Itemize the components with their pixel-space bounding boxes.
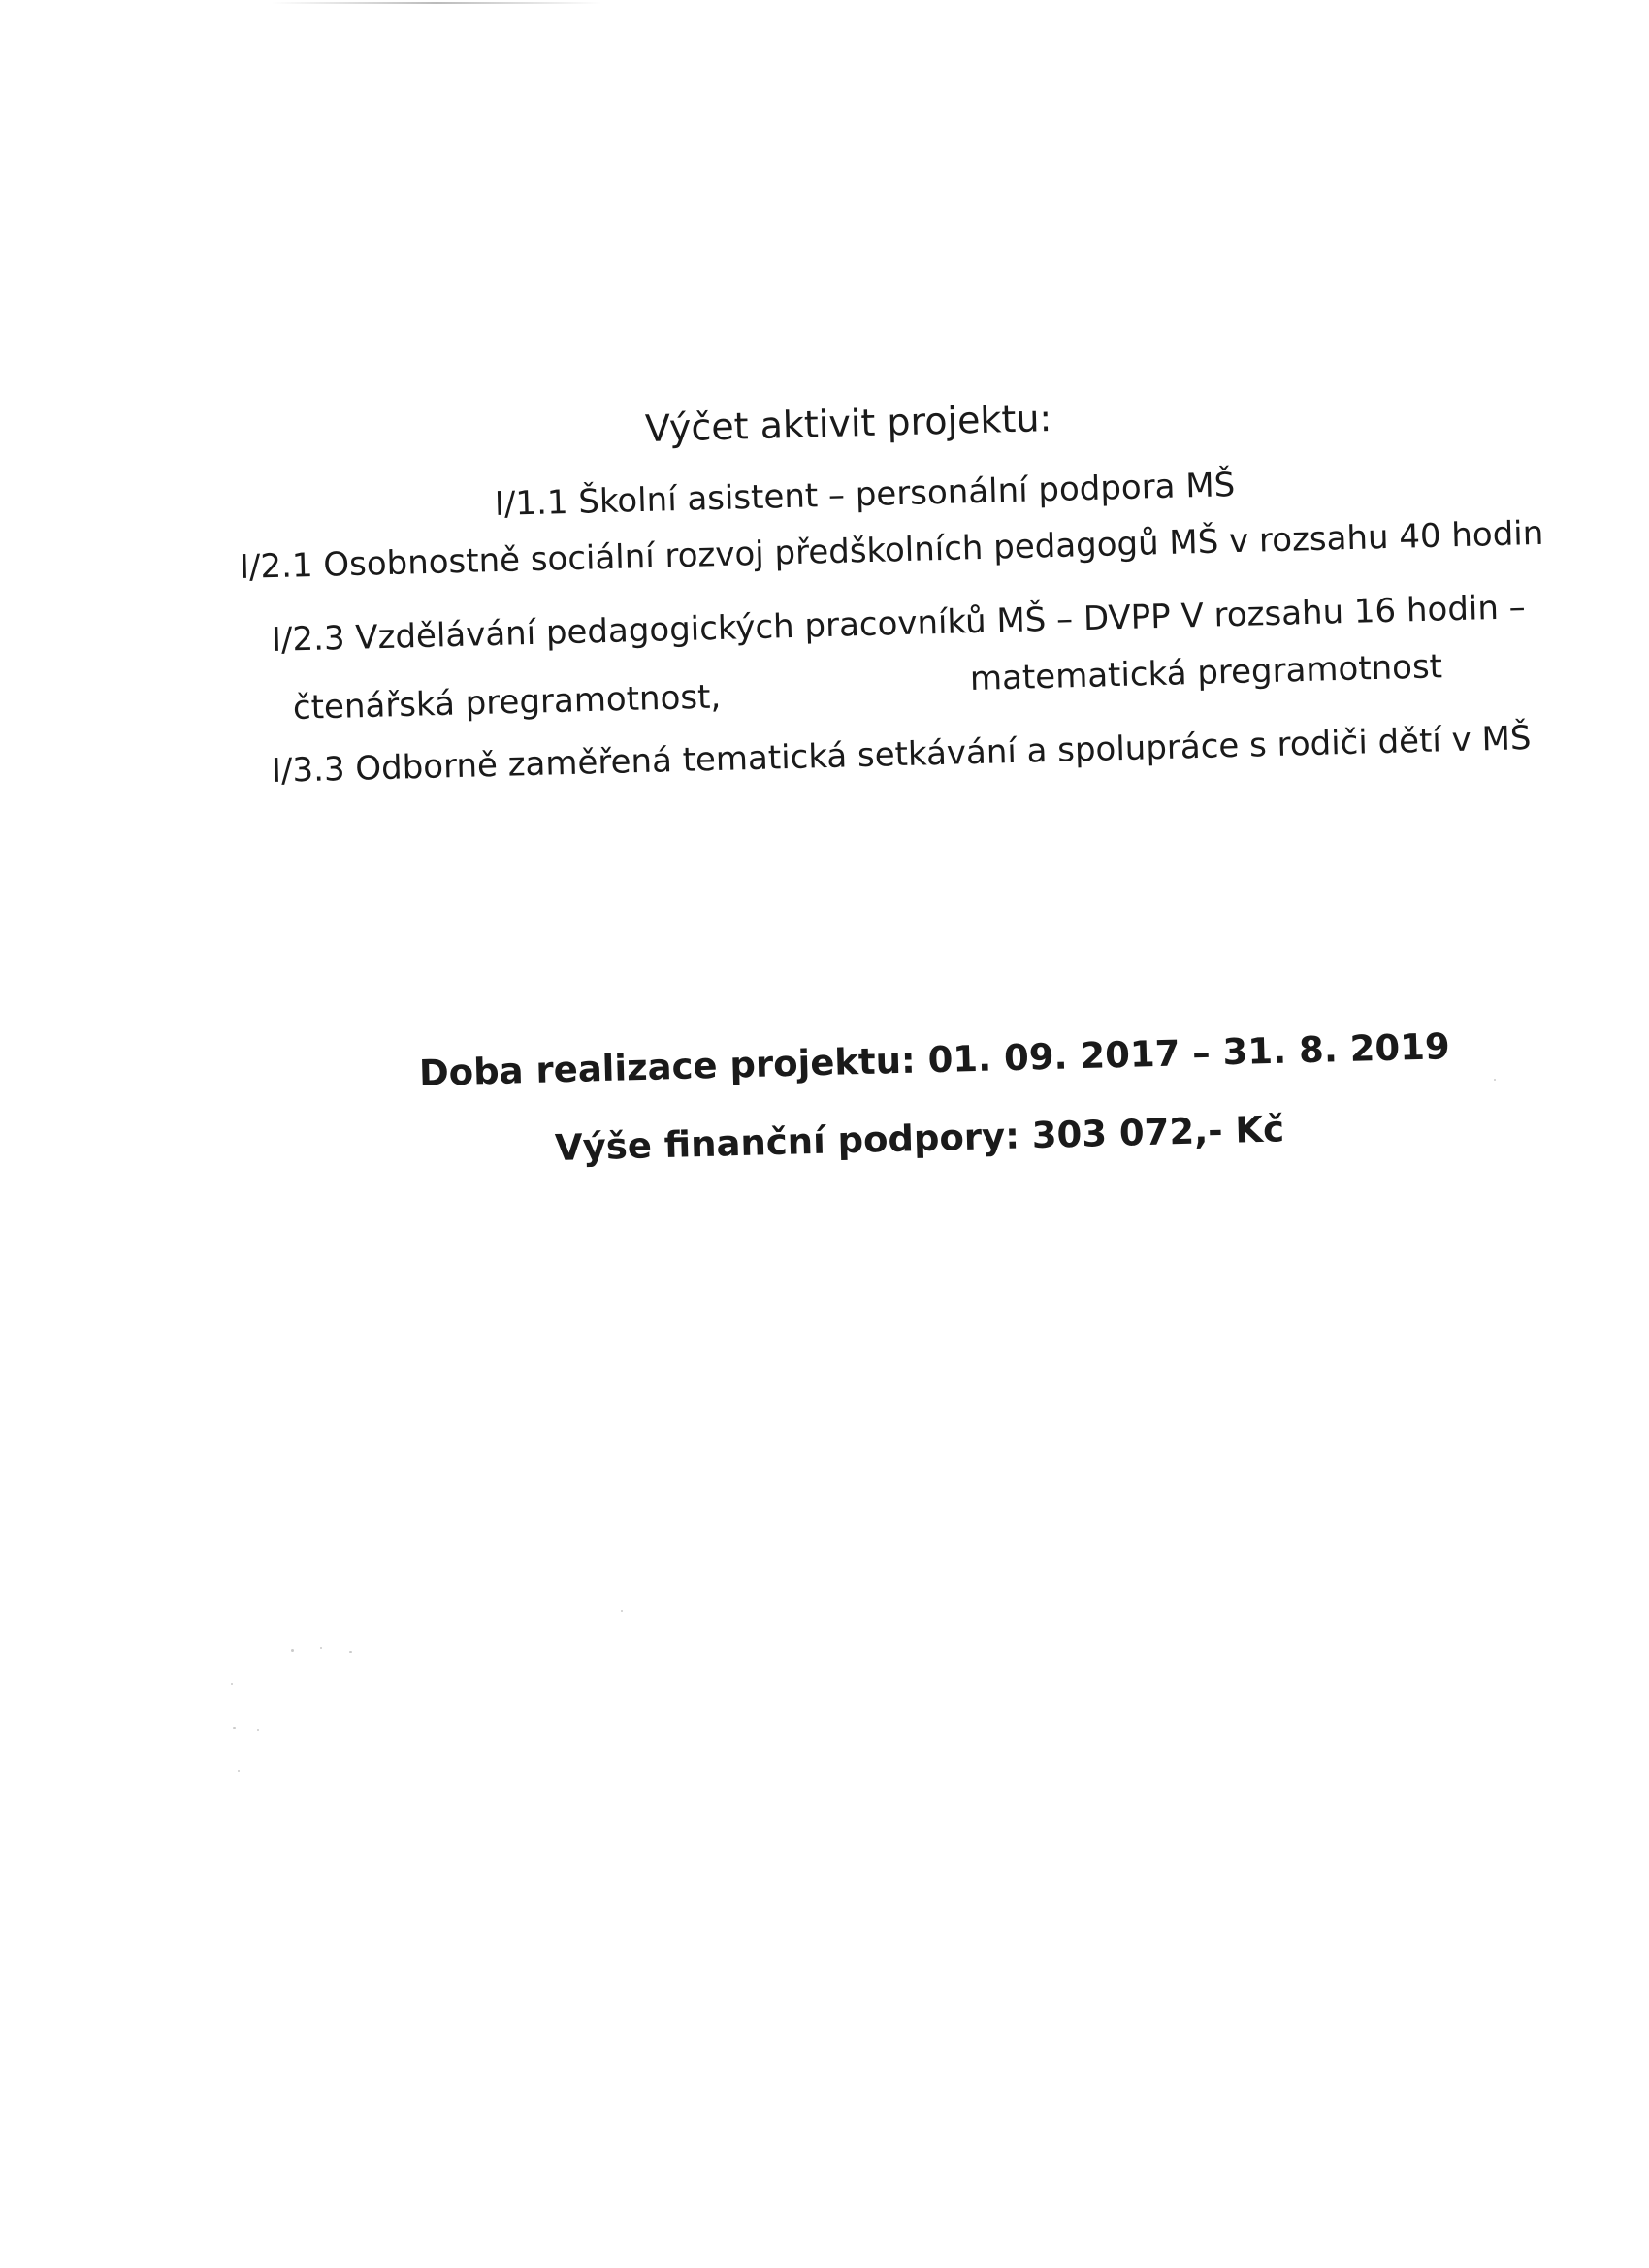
scan-speck bbox=[1494, 1079, 1496, 1081]
activity-personal-social-development: I/2.1 Osobnostně sociální rozvoj předškolních pedagogů MŠ v rozsahu 40 hodin bbox=[239, 513, 1544, 587]
activity-school-assistant: I/1.1 Školní asistent – personální podpora MŠ bbox=[494, 466, 1236, 524]
realization-period: Doba realizace projektu: 01. 09. 2017 – 31. 8. 2019 bbox=[418, 1025, 1451, 1094]
activities-heading: Výčet aktivit projektu: bbox=[644, 397, 1052, 450]
activity-reading-pre-literacy: čtenářská pregramotnost, bbox=[292, 677, 722, 728]
scan-speck bbox=[238, 1770, 240, 1772]
activity-math-pre-literacy: matematická pregramotnost bbox=[969, 647, 1443, 698]
scan-speck bbox=[621, 1610, 623, 1612]
activity-teacher-education: I/2.3 Vzdělávání pedagogických pracovníků MŠ – DVPP V rozsahu 16 hodin – bbox=[271, 588, 1527, 660]
scan-speck bbox=[233, 1727, 236, 1729]
scan-speck bbox=[320, 1647, 322, 1649]
activity-parent-meetings: I/3.3 Odborně zaměřená tematická setkávání a spolupráce s rodiči dětí v MŠ bbox=[271, 719, 1532, 791]
scan-speck bbox=[291, 1649, 294, 1652]
scan-speck bbox=[231, 1683, 233, 1685]
financial-support: Výše finanční podpory: 303 072,- Kč bbox=[554, 1108, 1285, 1169]
scan-edge-mark bbox=[272, 2, 601, 4]
scan-speck bbox=[349, 1651, 352, 1653]
scan-speck bbox=[257, 1729, 259, 1731]
